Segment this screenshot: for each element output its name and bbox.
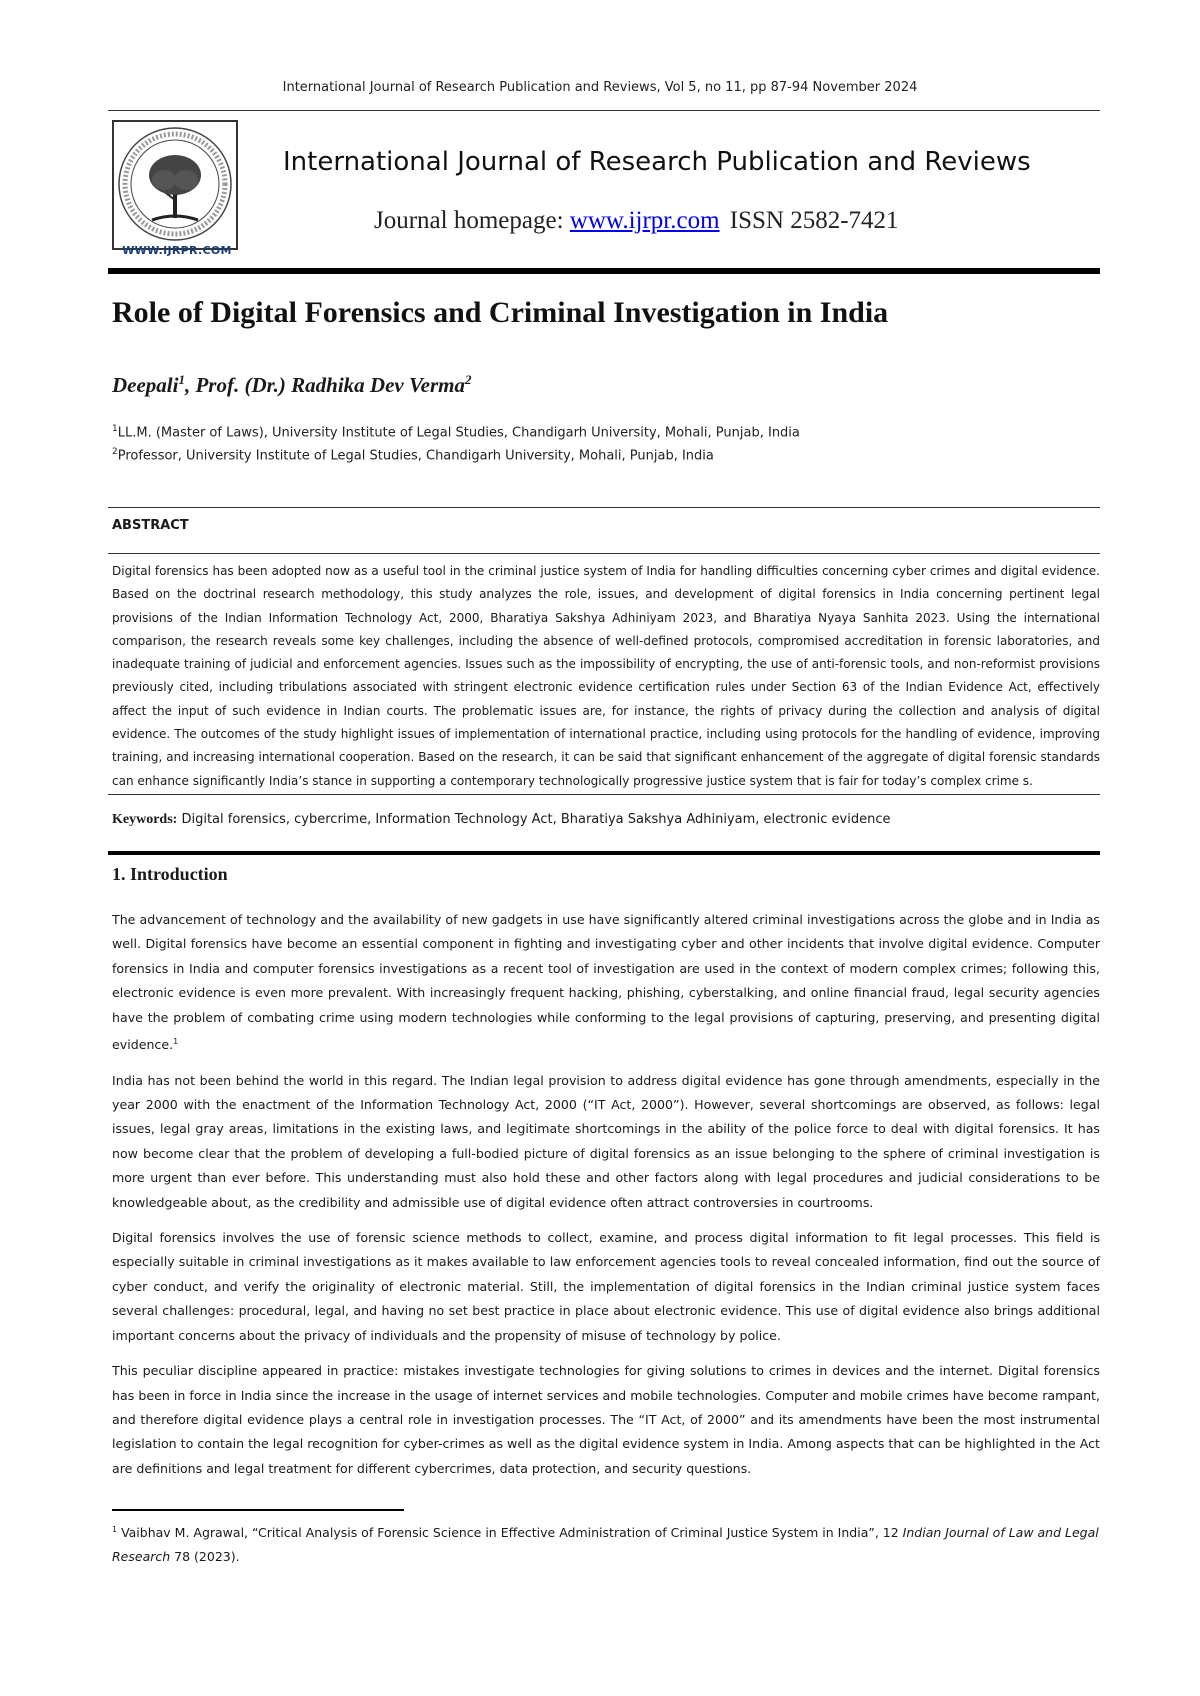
affiliation (112, 424, 800, 440)
author-name: Prof. (Dr.) Radhika Dev Verma (195, 373, 465, 397)
footnote-number: 1 (112, 1525, 118, 1534)
header-divider (108, 110, 1100, 111)
affiliation (112, 447, 714, 463)
abstract-bottom-rule (108, 794, 1100, 795)
footnote-text-end: 78 (2023). (170, 1549, 240, 1565)
paragraph: This peculiar discipline appeared in practice: mistakes investigate technologies for giving solutions to crimes in devices and the internet. Digital forensics has been in force in India since the increase in the usage of internet services and mobile technologies. Computer and mobile crimes have become rampant, and therefore digital evidence plays a central role in investigation processes. The “IT Act, of 2000” and its amendments have been the most instrumental legislation to contain the legal recognition for cyber-crimes as well as the digital evidence system in India. Among aspects that can be highlighted in the Act are definitions and legal treatment for different cybercrimes, data protection, and security questions. (112, 1363, 1100, 1476)
paragraph: India has not been behind the world in this regard. The Indian legal provision to address digital evidence has gone through amendments, especially in the year 2000 with the enactment of the Information Technology Act, 2000 (“IT Act, 2000”). However, several shortcomings are observed, as follows: legal issues, legal gray areas, limitations in the existing laws, and legitimate shortcomings in the ability of the police force to deal with digital forensics. It has now become clear that the problem of developing a full-bodied picture of digital forensics as an issue belonging to the sphere of criminal investigation is more urgent than ever before. This understanding must also hold these and other factors along with legal procedures and judicial considerations to be knowledgeable about, as the credibility and admissible use of digital evidence often attract controversies in courtrooms. (112, 1072, 1100, 1210)
homepage-link[interactable]: www.ijrpr.com (569, 207, 720, 234)
footnote (112, 1518, 1100, 1569)
paper-title: Role of Digital Forensics and Criminal Investigation in India (112, 296, 889, 329)
footnote-marker[interactable]: 1 (173, 1037, 179, 1047)
section-heading: 1. Introduction (112, 864, 228, 884)
paragraph (112, 908, 1100, 1058)
affiliation-marker: 2 (112, 447, 118, 457)
author-affiliation-marker: 2 (464, 372, 472, 387)
abstract-text: Digital forensics has been adopted now as a useful tool in the criminal justice system of India for handling difficulties concerning cyber crimes and digital evidence. Based on the doctrinal research methodology, this study analyzes the role, issues, and development of digital forensics in India concerning pertinent legal provisions of the Indian Information Technology Act, 2000, Bharatiya Sakshya Adhiniyam 2023, and Bharatiya Nyaya Sanhita 2023. Using the international comparison, the research reveals some key challenges, including the absence of well-defined protocols, compromised accreditation in forensic laboratories, and inadequate training of judicial and enforcement agencies. Issues such as the impossibility of encrypting, the use of anti-forensic tools, and non-reformist provisions previously cited, including tribulations associated with stringent electronic evidence certification rules under Section 63 of the Indian Evidence Act, effectively affect the input of such evidence in Indian courts. The problematic issues are, for instance, the rights of privacy during the collection and analysis of digital evidence. The outcomes of the study highlight issues of implementation of international practice, including using protocols for the handling of evidence, improving training, and increasing international cooperation. Based on the research, it can be said that significant enhancement of the aggregate of digital forensic standards can enhance significantly India’s stance in supporting a contemporary technologically progressive justice system that is fair for today’s complex crime s. (112, 564, 1100, 788)
keywords (112, 812, 890, 828)
paragraph: Digital forensics involves the use of forensic science methods to collect, examine, and process digital information to fit legal processes. This field is especially suitable in criminal investigations as it makes available to law enforcement agencies tools to reveal concealed information, find out the source of cyber conduct, and verify the originality of electronic material. Still, the implementation of digital forensics in the Indian criminal justice system faces several challenges: procedural, legal, and having no set best practice in place about electronic evidence. This use of digital evidence also brings additional important concerns about the privacy of individuals and the propensity of misuse of technology by police. (112, 1230, 1100, 1343)
affiliation-text: Professor, University Institute of Legal Studies, Chandigarh University, Mohali, Punjab, India (117, 448, 714, 464)
author-name: Deepali (112, 373, 179, 397)
author-separator: , (184, 373, 196, 397)
affiliation-marker: 1 (112, 424, 118, 434)
affiliation-text: LL.M. (Master of Laws), University Institute of Legal Studies, Chandigarh University, Mohali, Punjab, India (117, 425, 800, 441)
issn: ISSN 2582-7421 (729, 207, 899, 234)
keywords-text: Digital forensics, cybercrime, Information Technology Act, Bharatiya Sakshya Adhiniyam, electronic evidence (177, 812, 891, 827)
running-header: International Journal of Research Publication and Reviews, Vol 5, no 11, pp 87-94 November 2024 (282, 80, 918, 95)
abstract-heading: ABSTRACT (112, 518, 189, 533)
journal-title: International Journal of Research Publication and Reviews (283, 147, 1031, 177)
author-list (112, 372, 471, 398)
paragraph-text: The advancement of technology and the availability of new gadgets in use have significantly altered criminal investigations across the globe and in India as well. Digital forensics have become an essential component in fighting and investigating cyber and other incidents that involve digital evidence. Computer forensics in India and computer forensics investigations as a recent tool of investigation are used in the context of modern complex crimes; following this, electronic evidence is even more prevalent. With increasingly frequent hacking, phishing, cyberstalking, and online financial fraud, legal security agencies have the problem of combating crime using modern technologies while conforming to the legal provisions of capturing, preserving, and presenting digital evidence. (112, 912, 1100, 1053)
section-divider (108, 851, 1100, 855)
journal-homepage-line (374, 207, 899, 235)
author-affiliation-marker: 1 (178, 372, 185, 387)
footnote-journal: Indian Journal of Law and Legal Research (112, 1525, 1099, 1565)
footnote-text: Vaibhav M. Agrawal, “Critical Analysis of Forensic Science in Effective Administration of Criminal Justice System in India”, 12 (117, 1525, 903, 1541)
footnote-rule (112, 1509, 404, 1511)
abstract-top-rule (108, 507, 1100, 508)
journal-seal-icon (112, 120, 238, 260)
abstract-heading-rule (108, 553, 1100, 554)
homepage-label: Journal homepage: (374, 207, 564, 234)
logo-url-text: WWW.IJRPR.COM (122, 244, 232, 257)
masthead-divider (108, 268, 1100, 274)
keywords-label: Keywords: (112, 812, 178, 827)
introduction-body (112, 908, 1100, 1492)
